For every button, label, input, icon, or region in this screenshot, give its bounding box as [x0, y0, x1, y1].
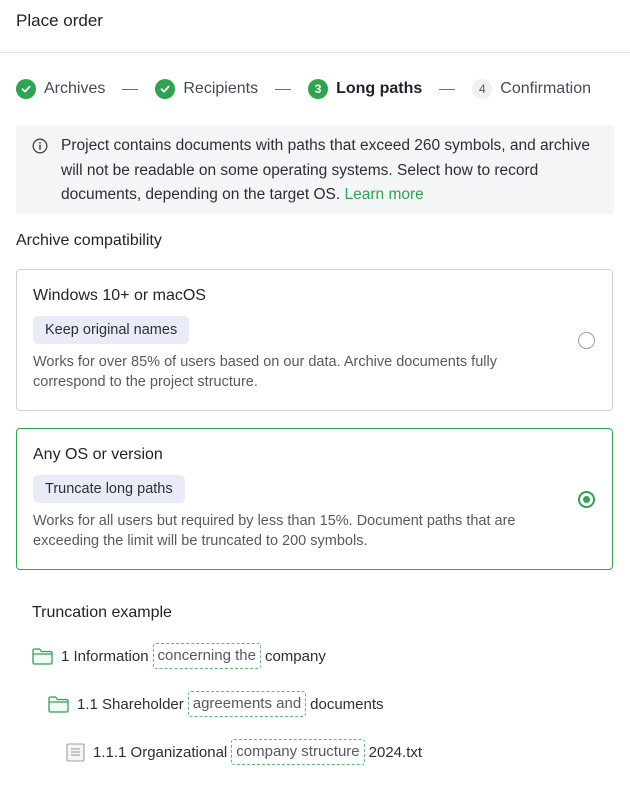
step-number: 3: [308, 79, 328, 99]
truncated-segment: agreements and: [188, 691, 306, 717]
path-segment: 1.1.1 Organizational: [93, 743, 228, 761]
folder-icon: [48, 696, 69, 713]
tree-row: [32, 642, 326, 670]
option-card-truncate[interactable]: [16, 428, 613, 570]
option-title: Windows 10+ or macOS: [33, 287, 206, 304]
option-tag: Keep original names: [33, 316, 189, 344]
path-segment: 1 Information: [61, 647, 149, 665]
step-long-paths[interactable]: [308, 79, 422, 99]
stepper: [16, 78, 591, 100]
tree-row: [66, 738, 422, 766]
tree-row: [48, 690, 384, 718]
check-icon: [155, 79, 175, 99]
info-message: Project contains documents with paths that exceed 260 symbols, and archive will not be readable on some operating systems. Select how to record documents, depending on the target OS.: [61, 137, 591, 203]
step-archives[interactable]: [16, 79, 105, 99]
step-separator: [439, 89, 455, 90]
option-description: Works for all users but required by less than 15%. Document paths that are exceeding the limit will be truncated to 200 symbols.: [33, 513, 516, 549]
option-title: Any OS or version: [33, 446, 163, 463]
truncated-segment: company structure: [231, 739, 364, 765]
step-separator: [122, 89, 138, 90]
path-segment: company: [264, 647, 326, 665]
option-description: Works for over 85% of users based on our data. Archive documents fully correspond to the project structure.: [33, 354, 497, 390]
check-icon: [16, 79, 36, 99]
dialog-header: [0, 0, 630, 53]
step-label: Long paths: [336, 80, 423, 97]
section-title: Archive compatibility: [16, 232, 162, 249]
option-tag: Truncate long paths: [33, 475, 185, 503]
truncated-segment: concerning the: [153, 643, 261, 669]
example-title: Truncation example: [32, 604, 172, 621]
step-label: Archives: [44, 80, 106, 97]
path-segment: 1.1 Shareholder: [77, 695, 184, 713]
folder-icon: [32, 648, 53, 665]
step-separator: [275, 89, 291, 90]
step-label: Recipients: [183, 80, 259, 97]
path-segment: documents: [310, 695, 384, 713]
info-banner: [16, 125, 614, 214]
option-radio[interactable]: [578, 332, 595, 349]
step-recipients[interactable]: [155, 79, 258, 99]
learn-more-link[interactable]: Learn more: [344, 186, 424, 203]
info-icon: [32, 138, 48, 154]
step-confirmation[interactable]: [472, 79, 591, 99]
option-card-original-names[interactable]: [16, 269, 613, 411]
dialog-title: Place order: [16, 11, 103, 30]
option-radio[interactable]: [578, 491, 595, 508]
file-icon: [66, 743, 85, 762]
path-segment: 2024.txt: [368, 743, 423, 761]
info-text: [61, 134, 601, 208]
step-label: Confirmation: [500, 80, 591, 97]
step-number: 4: [472, 79, 492, 99]
